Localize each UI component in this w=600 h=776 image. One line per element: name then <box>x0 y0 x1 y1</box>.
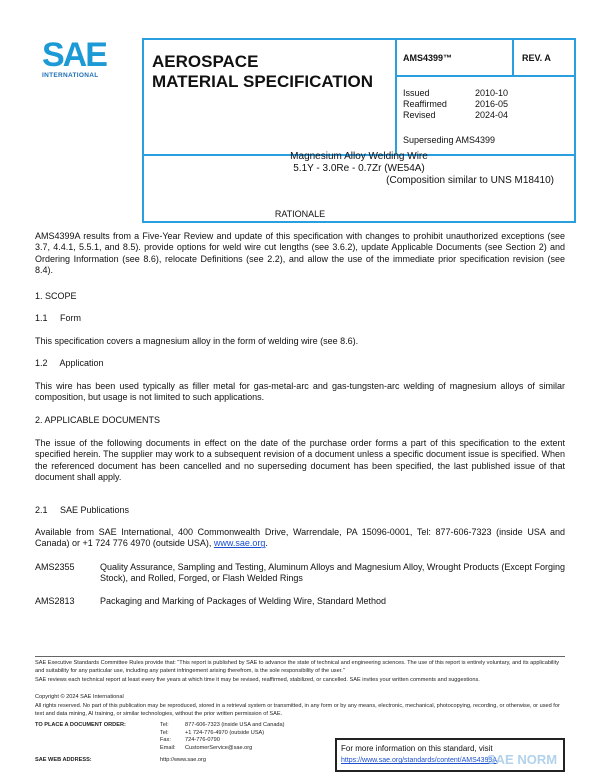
contact-label: Tel: <box>160 729 169 736</box>
order-label: TO PLACE A DOCUMENT ORDER: <box>35 722 126 728</box>
more-info-text: For more information on this standard, visit <box>341 744 493 753</box>
rationale-text: AMS4399A results from a Five-Year Review and update of this specification with changes to prohibit unauthorized exceptions (see 3.7, 4.4.1, 5.5.1, and 8.5). provide options for weld wire cut lengths (see 3.6.2), update Applicable Documents (see Section 2) and Ordering Information (see 8.6), relocate Definitions (see 2.2), and allow the use of the immediate prior specification revision (see 8.4). <box>35 231 565 275</box>
ref-title: Packaging and Marking of Packages of Welding Wire, Standard Method <box>100 596 386 606</box>
desc-line: Magnesium Alloy Welding Wire <box>290 151 428 162</box>
dates-table <box>403 88 508 121</box>
section-application: 1.2 Application <box>35 358 104 368</box>
footer-review: SAE reviews each technical report at least every five years at which time it may be revised, reaffirmed, stabilized, or cancelled. SAE invites your written comments and suggestions. <box>35 677 480 683</box>
date-value: 2024-04 <box>475 110 509 120</box>
web-label: SAE WEB ADDRESS: <box>35 757 92 763</box>
contact-email[interactable]: CustomerService@sae.org <box>185 744 253 751</box>
reference-row <box>35 562 565 585</box>
doc-type-title <box>152 52 373 92</box>
section-scope: 1. SCOPE <box>35 291 77 301</box>
ref-id: AMS2813 <box>35 596 75 606</box>
date-label: Issued <box>403 88 430 98</box>
web-value[interactable]: http://www.sae.org <box>160 757 207 763</box>
contact-value: 724-776-0790 <box>185 737 220 743</box>
rationale-heading: RATIONALE <box>274 209 326 219</box>
ref-id: AMS2355 <box>35 562 75 572</box>
logo-mark: SAE <box>42 36 106 74</box>
logo-subtitle: INTERNATIONAL <box>42 72 99 79</box>
desc-line: 5.1Y - 3.0Re - 0.7Zr (WE54A) <box>293 163 425 174</box>
form-text: This specification covers a magnesium alloy in the form of welding wire (see 8.6). <box>35 336 359 346</box>
date-value: 2016-05 <box>475 99 509 109</box>
sae-logo <box>42 38 118 79</box>
footer-rights: All rights reserved. No part of this publication may be reproduced, stored in a retrieval system or transmitted, in any form or by any means, electronic, mechanical, photocopying, recording, or otherwise, or used for text and data mining, AI training, or similar technologies, without the prior written permission of SAE. <box>35 703 560 717</box>
contact-value: +1 724-776-4970 (outside USA) <box>185 729 265 736</box>
contact-label: Email: <box>160 744 176 751</box>
ref-title: Quality Assurance, Sampling and Testing, Aluminum Alloys and Magnesium Alloy, Wrought Products (Except Forging Stock), and Rolled, Forged, or Flash Welded Rings <box>100 562 565 584</box>
desc-line: (Composition similar to UNS M18410) <box>386 175 554 186</box>
section-sae-publications: 2.1 SAE Publications <box>35 505 130 515</box>
contact-value: 877-606-7323 (inside USA and Canada) <box>185 722 285 728</box>
contact-list <box>160 722 330 752</box>
superseding: Superseding AMS4399 <box>403 135 496 145</box>
footer-rules: SAE Executive Standards Committee Rules provide that: “This report is published by SAE to advance the state of technical and engineering sciences. The use of this report is entirely voluntary, and its applicability and suitability for any particular use, including any patent infringement arising therefrom, is the sole responsibility of the user.” <box>35 660 560 674</box>
applicable-docs-text: The issue of the following documents in effect on the date of the purchase order forms a part of this specification to the extent specified herein. The supplier may work to a subsequent revision of a document unless a specific document issue is specified. When the referenced document has been cancelled and no superseding document has been specified, the last published issue of that document shall apply. <box>35 438 565 482</box>
watermark: SAE NORM <box>487 752 558 767</box>
doc-number: AMS4399™ <box>403 53 453 63</box>
material-description <box>144 151 574 187</box>
contact-label: Tel: <box>160 722 169 728</box>
application-text: This wire has been used typically as filler metal for gas-metal-arc and gas-tungsten-arc welding of magnesium alloys of similar composition, but usage is not limited to such applications. <box>35 381 565 403</box>
reference-row <box>35 596 565 607</box>
contact-label: Fax: <box>160 737 171 743</box>
footer-divider <box>35 656 565 657</box>
sae-link[interactable]: www.sae.org <box>213 538 266 549</box>
revision: REV. A <box>522 53 551 63</box>
header-box <box>142 38 576 223</box>
section-applicable-docs: 2. APPLICABLE DOCUMENTS <box>35 415 161 425</box>
standard-link[interactable]: https://www.sae.org/standards/content/AMS4399A <box>341 757 498 764</box>
title-line: MATERIAL SPECIFICATION <box>152 72 373 91</box>
sae-publications-text: Available from SAE International, 400 Commonwealth Drive, Warrendale, PA 15096-0001, Tel: 877-606-7323 (inside USA and Canada) or +1 724 776 4970 (outside USA), www.sae.org. <box>35 527 565 549</box>
footer-copyright: Copyright © 2024 SAE International <box>35 694 124 700</box>
date-label: Reaffirmed <box>403 99 447 109</box>
section-form: 1.1 Form <box>35 313 82 323</box>
publications-text: Available from SAE International, 400 Commonwealth Drive, Warrendale, PA 15096-0001, Tel: 877-606-7323 (inside USA and Canada) or +1 724 776 4970 (outside USA), <box>35 527 565 549</box>
date-value: 2010-10 <box>475 88 509 98</box>
date-label: Revised <box>403 110 436 120</box>
title-line: AEROSPACE <box>152 52 259 71</box>
